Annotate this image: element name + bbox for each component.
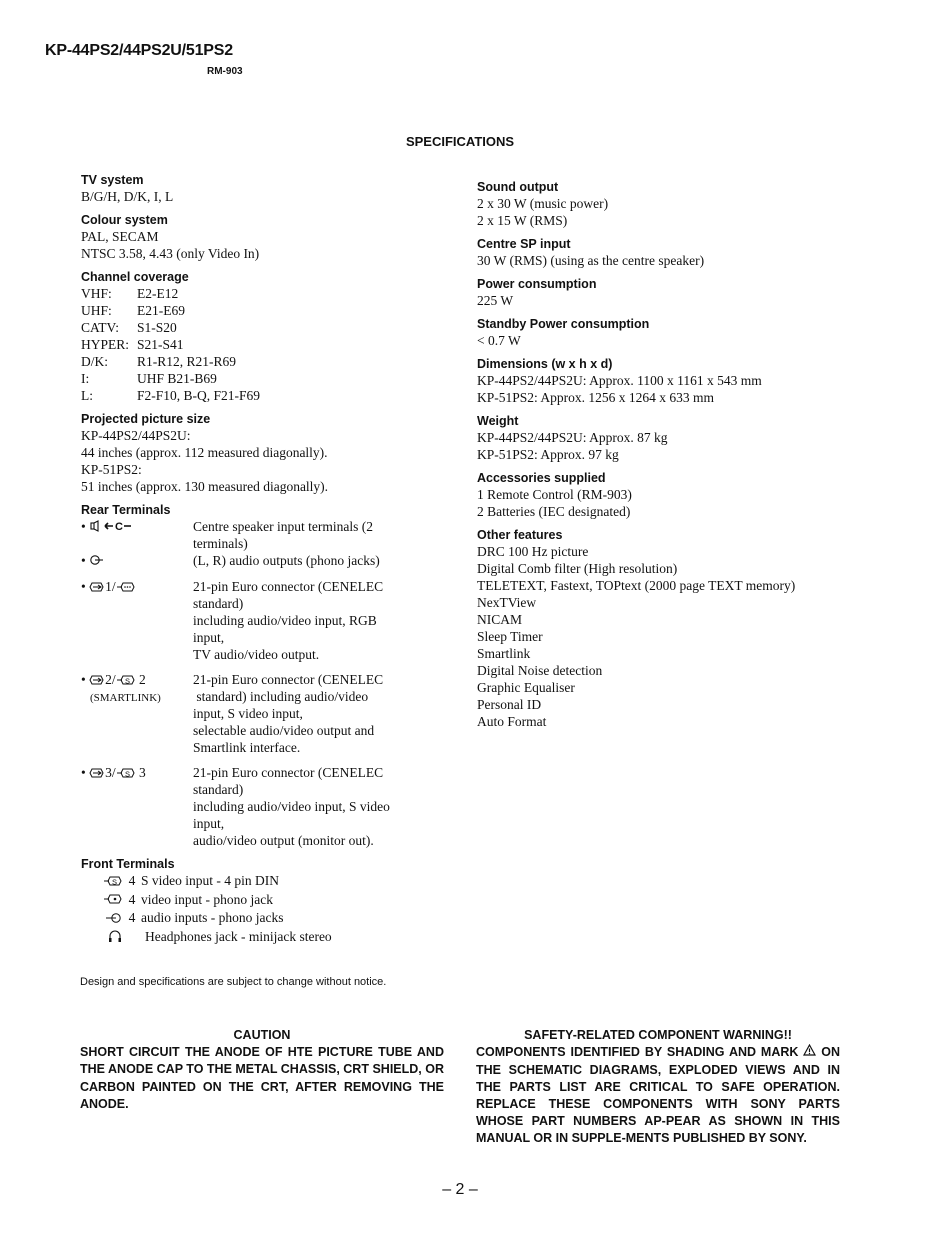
dimensions-section: [477, 356, 917, 406]
euro-connector-1-icon: [89, 580, 105, 597]
terminal-label: 3/: [105, 765, 116, 781]
band-range: S1-S20: [137, 320, 177, 335]
safety-title: SAFETY-RELATED COMPONENT WARNING!!: [524, 1028, 792, 1042]
spec-value: KP-44PS2/44PS2U:: [81, 428, 191, 443]
band-label: VHF:: [81, 286, 112, 301]
feature-item: Auto Format: [477, 714, 547, 729]
other-features-section: [477, 527, 917, 730]
svg-text:S: S: [124, 676, 130, 686]
safety-body-line-1: COMPONENTS IDENTIFIED BY SHADING AND MARK: [476, 1045, 799, 1060]
colour-system-section: [81, 212, 451, 262]
spec-value: KP-44PS2/44PS2U: Approx. 87 kg: [477, 430, 668, 445]
terminal-desc: audio/video output (monitor out).: [193, 833, 374, 849]
picture-size-section: [81, 411, 451, 495]
channel-row: [81, 353, 451, 370]
terminal-desc: input, S video input,: [193, 706, 303, 722]
band-label: CATV:: [81, 320, 120, 335]
rear-terminal-item: • 1/ 21-pin Euro connector (CENELEC standard) including audio/video input, RGB input, TV audio/video output.: [81, 578, 451, 663]
spec-value: B/G/H, D/K, I, L: [81, 189, 174, 204]
terminal-desc: S video input - 4 pin DIN: [141, 873, 279, 889]
standby-section: [477, 316, 917, 349]
band-range: UHF B21-B69: [137, 371, 217, 386]
section-heading: Rear Terminals: [81, 503, 171, 517]
svg-text:S: S: [124, 769, 130, 779]
terminal-number: 4: [128, 910, 136, 926]
channel-row: [81, 387, 451, 404]
terminal-desc: input,: [193, 630, 225, 646]
remote-model: RM-903: [207, 66, 243, 77]
warning-triangle-icon: [803, 1044, 816, 1061]
channel-row: [81, 302, 451, 319]
spec-value: KP-51PS2: Approx. 97 kg: [477, 447, 619, 462]
front-terminal-row: [101, 891, 451, 909]
spec-value: 44 inches (approx. 112 measured diagonally).: [81, 445, 328, 460]
band-label: L:: [81, 388, 93, 403]
terminal-label: 2: [135, 672, 146, 688]
left-column: [81, 172, 451, 954]
terminal-desc: Headphones jack - minijack stereo: [145, 928, 332, 944]
feature-item: DRC 100 Hz picture: [477, 544, 589, 559]
feature-item: NICAM: [477, 612, 523, 627]
terminal-desc: 21-pin Euro connector (CENELEC: [193, 672, 384, 688]
svg-text:C: C: [115, 521, 124, 533]
sound-output-section: [477, 179, 917, 229]
terminal-desc: terminals): [193, 536, 248, 551]
spec-value: 225 W: [477, 293, 514, 308]
safety-body-rest: ON THE SCHEMATIC DIAGRAMS, EXPLODED VIEWS AND IN THE PARTS LIST ARE CRITICAL TO SAFE OPERATION. REPLACE THESE COMPONENTS WITH SONY PARTS WHOSE PART NUMBERS AP-PEAR AS SHOWN IN THIS MANUAL OR IN SUPPLE-MENTS PUBLISHED BY SONY.: [476, 1045, 840, 1146]
terminal-desc: including audio/video input, RGB: [193, 613, 377, 629]
video-input-icon: [103, 892, 123, 909]
terminal-label: 1/: [105, 579, 116, 595]
spec-value: KP-51PS2:: [81, 462, 142, 477]
terminal-desc: Centre speaker input terminals (2: [193, 519, 373, 534]
tv-system-section: [81, 172, 451, 205]
svg-text:S: S: [112, 877, 118, 887]
audio-input-icon: [105, 911, 123, 928]
page-number: – 2 –: [442, 1181, 478, 1198]
section-heading: Sound output: [477, 180, 559, 194]
page-title: SPECIFICATIONS: [405, 134, 515, 149]
s-video-icon: [116, 766, 136, 783]
terminal-desc: standard): [193, 596, 244, 612]
front-terminal-row: [101, 928, 451, 947]
front-terminals-section: [81, 856, 451, 946]
s-video-input-icon: [103, 874, 123, 891]
feature-item: Personal ID: [477, 697, 542, 712]
speaker-terminal-icon: [89, 519, 141, 536]
terminal-desc: 21-pin Euro connector (CENELEC: [193, 579, 384, 595]
section-heading: Projected picture size: [81, 412, 211, 426]
rear-terminals-section: [81, 502, 451, 849]
spec-value: NTSC 3.58, 4.43 (only Video In): [81, 246, 260, 261]
band-label: HYPER:: [81, 337, 130, 352]
design-note: Design and specifications are subject to change without notice.: [80, 976, 387, 988]
rear-terminal-item: • (L, R) audio outputs (phono jacks): [81, 552, 451, 570]
section-heading: Colour system: [81, 213, 168, 227]
terminal-desc: standard): [193, 782, 244, 798]
channel-row: [81, 319, 451, 336]
euro-connector-3-icon: [89, 766, 105, 783]
terminal-label: 2/: [105, 672, 116, 688]
caution-title: CAUTION: [233, 1028, 291, 1042]
section-heading: Front Terminals: [81, 857, 175, 872]
feature-item: NexTView: [477, 595, 537, 610]
terminal-desc: audio inputs - phono jacks: [141, 910, 284, 926]
weight-section: [477, 413, 917, 463]
caution-box: [80, 1027, 444, 1113]
safety-warning-box: [476, 1027, 840, 1148]
feature-item: Digital Comb filter (High resolution): [477, 561, 678, 576]
terminal-desc: including audio/video input, S video: [193, 799, 390, 815]
terminal-desc: Smartlink interface.: [193, 740, 301, 756]
feature-item: Graphic Equaliser: [477, 680, 575, 695]
rear-terminal-item: • 2/ S 2 (SMARTLINK) 21-pin Euro connector (CENELEC standard) including audio/video input, S video input, selectable audio/video output and Smartlink interface.: [81, 671, 451, 756]
euro-connector-2-icon: [89, 673, 105, 690]
band-range: E2-E12: [137, 286, 179, 301]
terminal-label: 3: [135, 765, 146, 781]
spec-value: 2 x 15 W (RMS): [477, 213, 568, 228]
terminal-desc: selectable audio/video output and: [193, 723, 375, 739]
right-column: [477, 179, 917, 737]
euro-output-icon: [116, 580, 136, 597]
terminal-desc: 21-pin Euro connector (CENELEC: [193, 765, 384, 781]
band-label: D/K:: [81, 354, 108, 369]
channel-row: [81, 285, 451, 302]
band-range: S21-S41: [137, 337, 184, 352]
section-heading: Channel coverage: [81, 270, 189, 284]
rear-terminal-item: • 3/ S 3 21-pin Euro connector (CENELEC standard) including audio/video input, S video input, audio/video output (monitor out).: [81, 764, 451, 849]
feature-item: Smartlink: [477, 646, 531, 661]
channel-row: [81, 336, 451, 353]
spec-value: 51 inches (approx. 130 measured diagonally).: [81, 479, 329, 494]
feature-item: TELETEXT, Fastext, TOPtext (2000 page TEXT memory): [477, 578, 796, 593]
band-range: R1-R12, R21-R69: [137, 354, 237, 369]
feature-item: Digital Noise detection: [477, 663, 603, 678]
terminal-desc: TV audio/video output.: [193, 647, 320, 663]
model-title: KP-44PS2/44PS2U/51PS2: [45, 42, 233, 59]
front-terminal-row: [101, 909, 451, 927]
spec-value: KP-44PS2/44PS2U: Approx. 1100 x 1161 x 543 mm: [477, 373, 762, 388]
caution-body: SHORT CIRCUIT THE ANODE OF HTE PICTURE TUBE AND THE ANODE CAP TO THE METAL CHASSIS, CRT SHIELD, OR CARBON PAINTED ON THE CRT, AFTER REMOVING THE ANODE.: [80, 1045, 444, 1111]
front-terminal-row: [101, 872, 451, 890]
band-label: UHF:: [81, 303, 112, 318]
rear-terminal-item: • C Centre speaker input terminals (2 terminals): [81, 518, 451, 552]
channel-coverage-section: [81, 269, 451, 404]
section-heading: Power consumption: [477, 277, 597, 291]
power-section: [477, 276, 917, 309]
terminal-desc: (L, R) audio outputs (phono jacks): [193, 553, 380, 568]
terminal-number: 4: [128, 891, 136, 907]
terminal-number: [123, 928, 145, 947]
s-video-icon: [116, 673, 136, 690]
band-range: F2-F10, B-Q, F21-F69: [137, 388, 261, 403]
spec-value: < 0.7 W: [477, 333, 521, 348]
section-heading: Dimensions (w x h x d): [477, 357, 613, 371]
section-heading: Accessories supplied: [477, 471, 606, 485]
terminal-number: 4: [128, 873, 136, 889]
terminal-desc: input,: [193, 816, 225, 832]
audio-output-icon: [89, 553, 105, 570]
channel-row: [81, 370, 451, 387]
section-heading: TV system: [81, 173, 144, 187]
spec-value: 1 Remote Control (RM-903): [477, 487, 632, 502]
headphones-icon: [107, 929, 123, 947]
safety-body: [476, 1044, 840, 1147]
terminal-desc: standard) including audio/video: [193, 689, 369, 705]
section-heading: Centre SP input: [477, 237, 571, 251]
feature-item: Sleep Timer: [477, 629, 543, 644]
terminal-desc: video input - phono jack: [141, 891, 273, 907]
spec-value: KP-51PS2: Approx. 1256 x 1264 x 633 mm: [477, 390, 715, 405]
band-label: I:: [81, 371, 90, 386]
spec-value: PAL, SECAM: [81, 229, 159, 244]
band-range: E21-E69: [137, 303, 185, 318]
spec-value: 30 W (RMS) (using as the centre speaker): [477, 253, 705, 268]
centre-sp-section: [477, 236, 917, 269]
section-heading: Standby Power consumption: [477, 317, 650, 331]
smartlink-label: (SMARTLINK): [90, 691, 161, 704]
spec-value: 2 Batteries (IEC designated): [477, 504, 631, 519]
section-heading: Other features: [477, 528, 563, 542]
section-heading: Weight: [477, 414, 519, 428]
spec-value: 2 x 30 W (music power): [477, 196, 609, 211]
accessories-section: [477, 470, 917, 520]
